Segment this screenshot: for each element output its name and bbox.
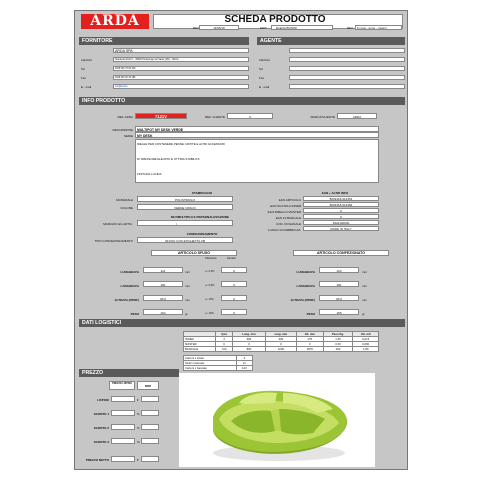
tipo-conf-value: SFUSO CON ETICHETTA CB bbox=[137, 237, 233, 243]
agente-value-4 bbox=[289, 84, 405, 89]
sfuso-unit-0: mm bbox=[185, 270, 190, 274]
confezionamento-title: CONFEZIONAMENTO bbox=[186, 232, 218, 236]
fornitore-label-1: Indirizzo bbox=[81, 58, 93, 62]
fornitore-value-3: 0049 046 00 45 186 bbox=[113, 75, 249, 80]
rev2-label: REV bbox=[347, 26, 354, 30]
conf-label-2: ALTEZZA (PROF) bbox=[290, 298, 315, 302]
agente-value-3 bbox=[289, 75, 405, 80]
materiale-value: POLISTIROLO bbox=[137, 196, 233, 202]
confezionato-title: ARTICOLO CONFEZIONATO bbox=[316, 251, 366, 255]
logistici-cell: 306 bbox=[265, 337, 296, 342]
logistici-cell: 0 bbox=[296, 342, 323, 347]
sfuso-title: ARTICOLO SFUSO bbox=[177, 251, 211, 255]
agente-label-3: Fax bbox=[259, 76, 265, 80]
tolleranza-label: Tolleranza bbox=[205, 257, 217, 260]
sfuso-unit-3: gr bbox=[185, 312, 188, 316]
prezzo-pct-0: € bbox=[137, 398, 139, 402]
logistici-extra-table bbox=[183, 355, 253, 371]
logistici-col-3: Larg. mm bbox=[265, 332, 296, 337]
author-value: ELENA BONINI bbox=[271, 25, 333, 30]
logistici-cell: BANCALE bbox=[184, 347, 216, 352]
prezzo-ddp-0[interactable] bbox=[141, 396, 159, 402]
tipo-conf-label: TIPO CONFEZIONAMENTO bbox=[94, 239, 133, 243]
fornitore-value-4[interactable]: info@arda.it bbox=[113, 84, 249, 89]
edit-label: EDIT bbox=[260, 26, 267, 30]
prezzo-label-0: LISTINO bbox=[97, 398, 109, 402]
conf-unit-2: mm bbox=[362, 298, 367, 302]
ean-value-3: 0 bbox=[303, 214, 379, 219]
sfuso-unit-1: mm bbox=[185, 284, 190, 288]
desc-line-0: IDEALE PER CONTENERE PENNE, MATITE E ALTRI ACCESSORI bbox=[137, 142, 225, 146]
ean-label-5: LUOGO DI FABBRICAZ. bbox=[267, 228, 301, 232]
logistici-cell: 0 bbox=[233, 342, 266, 347]
ref-cliente-value: 0 bbox=[227, 113, 273, 119]
prezzo-ddp-1[interactable] bbox=[141, 410, 159, 416]
prezzo-ddp-3[interactable] bbox=[141, 438, 159, 444]
logistici-cell: 720 bbox=[216, 347, 233, 352]
logistici-cell: 160 bbox=[323, 347, 353, 352]
sfuso-det-1: 0 bbox=[221, 281, 247, 287]
logistici-col-4: Alt. mm bbox=[296, 332, 323, 337]
logistici-table bbox=[183, 331, 379, 352]
extra-value: 11 bbox=[236, 361, 252, 366]
sfuso-value-3: 164 bbox=[143, 309, 183, 315]
ean-label-4: COD. DOGANALE bbox=[275, 222, 301, 226]
product-photo bbox=[179, 373, 375, 467]
extra-label: Strati x bancale bbox=[184, 361, 237, 366]
fornitore-label-4: E - mail bbox=[81, 85, 92, 89]
logistici-cell: 175 bbox=[296, 337, 323, 342]
fornitore-label-2: Tel bbox=[81, 67, 85, 71]
sfuso-label-1: LARGHEZZA bbox=[120, 284, 139, 288]
sfuso-det-0: 0 bbox=[221, 267, 247, 273]
validity-value: 6 mesi - anno - mesini bbox=[355, 25, 402, 30]
conf-value-3: 165 bbox=[319, 309, 359, 315]
descrizione-value: MULTIPOT MY DESK VERDE bbox=[135, 126, 379, 132]
agente-label-2: Tel bbox=[259, 67, 263, 71]
logistici-cell: 0,013 bbox=[353, 337, 379, 342]
table-row bbox=[184, 347, 379, 352]
conf-label-3: PESO bbox=[306, 312, 315, 316]
logistici-cell: 0 bbox=[265, 342, 296, 347]
logistici-cell: INNER bbox=[184, 337, 216, 342]
prezzo-pct-2: % bbox=[137, 426, 140, 430]
fornitore-value-2: 0049 046 75 00 316 bbox=[113, 66, 249, 71]
conf-unit-0: mm bbox=[362, 270, 367, 274]
extra-value: 120 bbox=[236, 366, 252, 371]
fornitore-header: FORNITORE bbox=[79, 37, 249, 45]
agente-label-4: E - mail bbox=[259, 85, 270, 89]
prezzo-value-4[interactable] bbox=[111, 456, 135, 462]
logistici-cell: MASTER bbox=[184, 342, 216, 347]
descrizione-label: DESCRIZIONE bbox=[112, 128, 133, 132]
marchio-label: MARCHIO EG ARTIC. bbox=[103, 222, 133, 226]
sfuso-tol-3: +/- 15% bbox=[205, 312, 214, 315]
fornitore-value-0: ARDA SPA bbox=[113, 48, 249, 53]
prezzo-value-1[interactable] bbox=[111, 410, 135, 416]
conf-value-0: 123 bbox=[319, 267, 359, 273]
sfuso-label-3: PESO bbox=[130, 312, 139, 316]
ean-value-4: 3924100000 bbox=[303, 220, 379, 225]
fornitore-label-3: Fax bbox=[81, 76, 87, 80]
logistici-cell: 366 bbox=[233, 337, 266, 342]
agente-header: AGENTE bbox=[257, 37, 405, 45]
sfuso-value-0: 121 bbox=[143, 267, 183, 273]
ean-value-1: 8003418-014382 bbox=[303, 202, 379, 207]
ean-value-5: MADE IN ITALY bbox=[303, 226, 379, 231]
desc-line-1: DI SPESSORE ELEVATO E OTTIMA STABILITA' bbox=[137, 157, 200, 161]
prezzo-pct-1: % bbox=[137, 412, 140, 416]
sfuso-label-0: LUNGHEZZA bbox=[120, 270, 139, 274]
detratto-label: Detratto bbox=[227, 257, 236, 260]
conf-label-1: LARGHEZZA bbox=[296, 284, 315, 288]
ean-value-2: 0 bbox=[303, 208, 379, 213]
serie-value: MY DESK bbox=[135, 132, 379, 138]
sfuso-value-2: 90,0 bbox=[143, 295, 183, 301]
product-sheet bbox=[74, 10, 408, 470]
fornitore-value-1: Strada del Fratti 7 - 35029 Pontelongo del Santo (VR) - ITALIA bbox=[113, 57, 249, 62]
prezzo-value-3[interactable] bbox=[111, 438, 135, 444]
ean-title: EAN + ALTRI INFO bbox=[321, 191, 349, 195]
table-row bbox=[184, 366, 253, 371]
sfuso-unit-2: mm bbox=[185, 298, 190, 302]
logistici-header: DATI LOGISTICI bbox=[79, 319, 405, 327]
logistici-col-2: Lung. mm bbox=[233, 332, 266, 337]
prezzo-ddp-2[interactable] bbox=[141, 424, 159, 430]
extra-label: Cartoni x strato bbox=[184, 356, 237, 361]
ean-label-3: EAN 13 BANCALE bbox=[275, 216, 301, 220]
logistici-cell: 0,000 bbox=[353, 342, 379, 347]
logistici-cell: 1,36 bbox=[323, 337, 353, 342]
logistici-cell: 1870 bbox=[296, 347, 323, 352]
ref-arda-value: 7121V bbox=[135, 113, 187, 119]
prezzo-col1: PREZZO LISTINO bbox=[109, 381, 135, 390]
prezzo-label-1: SCONTO 1 bbox=[93, 412, 109, 416]
ean-label-2: EAN IMBALLO MASTER bbox=[267, 210, 301, 214]
logistici-cell: 4 bbox=[216, 337, 233, 342]
conf-unit-1: mm bbox=[362, 284, 367, 288]
prezzo-col2: DDP bbox=[137, 381, 159, 390]
date-value: 11/06/19 bbox=[199, 25, 239, 30]
conf-value-2: 90,0 bbox=[319, 295, 359, 301]
ean-label-1: EAN SCATOLA INNER bbox=[270, 204, 301, 208]
page-title: SCHEDA PRODOTTO bbox=[224, 14, 326, 25]
serie-label: SERIE bbox=[123, 134, 133, 138]
sfuso-tol-2: +/- 15% bbox=[205, 298, 214, 301]
logistici-col-1: Q.ta bbox=[216, 332, 233, 337]
prezzo-label-3: SCONTO 3 bbox=[93, 440, 109, 444]
sfuso-det-2: 0 bbox=[221, 295, 247, 301]
sfuso-tol-1: +/- 0,5% bbox=[205, 284, 215, 287]
agente-value-2 bbox=[289, 66, 405, 71]
desc-line-2: FINITURA LUCIDA bbox=[137, 172, 162, 176]
prezzo-ddp-4[interactable] bbox=[141, 456, 159, 462]
marchio-value: / bbox=[137, 220, 233, 226]
agente-value-1 bbox=[289, 57, 405, 62]
info-header: INFO PRODOTTO bbox=[79, 97, 405, 105]
ref-cliente-label: REF. CLIENTE bbox=[204, 115, 225, 119]
mlt-title: MLT/MULTIPLO E PERSONALIZZAZIONE bbox=[170, 215, 230, 219]
colore-value: VERDE OPACO bbox=[137, 204, 233, 210]
marca-value: ARDA bbox=[337, 113, 377, 119]
agente-label-1: Indirizzo bbox=[259, 58, 271, 62]
logistici-cell: 1,80 bbox=[353, 347, 379, 352]
logistici-col-5: Peso Kg. bbox=[323, 332, 353, 337]
logistici-cell: 800 bbox=[233, 347, 266, 352]
prezzo-pct-3: % bbox=[137, 440, 140, 444]
logistici-cell: 0 bbox=[216, 342, 233, 347]
prezzo-pct-4: € bbox=[137, 458, 139, 462]
conf-label-0: LUNGHEZZA bbox=[296, 270, 315, 274]
logistici-col-6: Vol. m3 bbox=[353, 332, 379, 337]
conf-value-1: 181 bbox=[319, 281, 359, 287]
materiale-label: MATERIALE bbox=[116, 198, 133, 202]
logistici-cell: 1200 bbox=[265, 347, 296, 352]
sfuso-value-1: 181 bbox=[143, 281, 183, 287]
sfuso-label-2: ALTEZZA (PROF) bbox=[114, 298, 139, 302]
stampaggio-title: STAMPAGGIO bbox=[191, 191, 213, 195]
rev-label: REV bbox=[193, 26, 200, 30]
prezzo-header: PREZZO bbox=[79, 369, 179, 377]
prezzo-label-2: SCONTO 2 bbox=[93, 426, 109, 430]
ean-value-0: 8003418-014351 bbox=[303, 196, 379, 201]
arda-logo: ARDA bbox=[81, 14, 149, 29]
agente-value-0 bbox=[289, 48, 405, 53]
sfuso-tol-0: +/- 0,5% bbox=[205, 270, 215, 273]
marca-label: MARCA/CLIENTE bbox=[310, 115, 335, 119]
ean-label-0: EAN ARTICOLO bbox=[278, 198, 301, 202]
prezzo-value-2[interactable] bbox=[111, 424, 135, 430]
logistici-cell: 0,00 bbox=[323, 342, 353, 347]
prezzo-value-0[interactable] bbox=[111, 396, 135, 402]
extra-value: 4 bbox=[236, 356, 252, 361]
multipot-organizer-image bbox=[179, 373, 375, 467]
prezzo-label-4: PREZZO NETTO bbox=[85, 458, 109, 462]
extra-label: Cartoni x bancale bbox=[184, 366, 237, 371]
ref-arda-label: REF. ARDA bbox=[117, 115, 133, 119]
conf-unit-3: gr bbox=[362, 312, 365, 316]
colore-label: COLORE bbox=[120, 206, 133, 210]
sfuso-det-3: 0 bbox=[221, 309, 247, 315]
